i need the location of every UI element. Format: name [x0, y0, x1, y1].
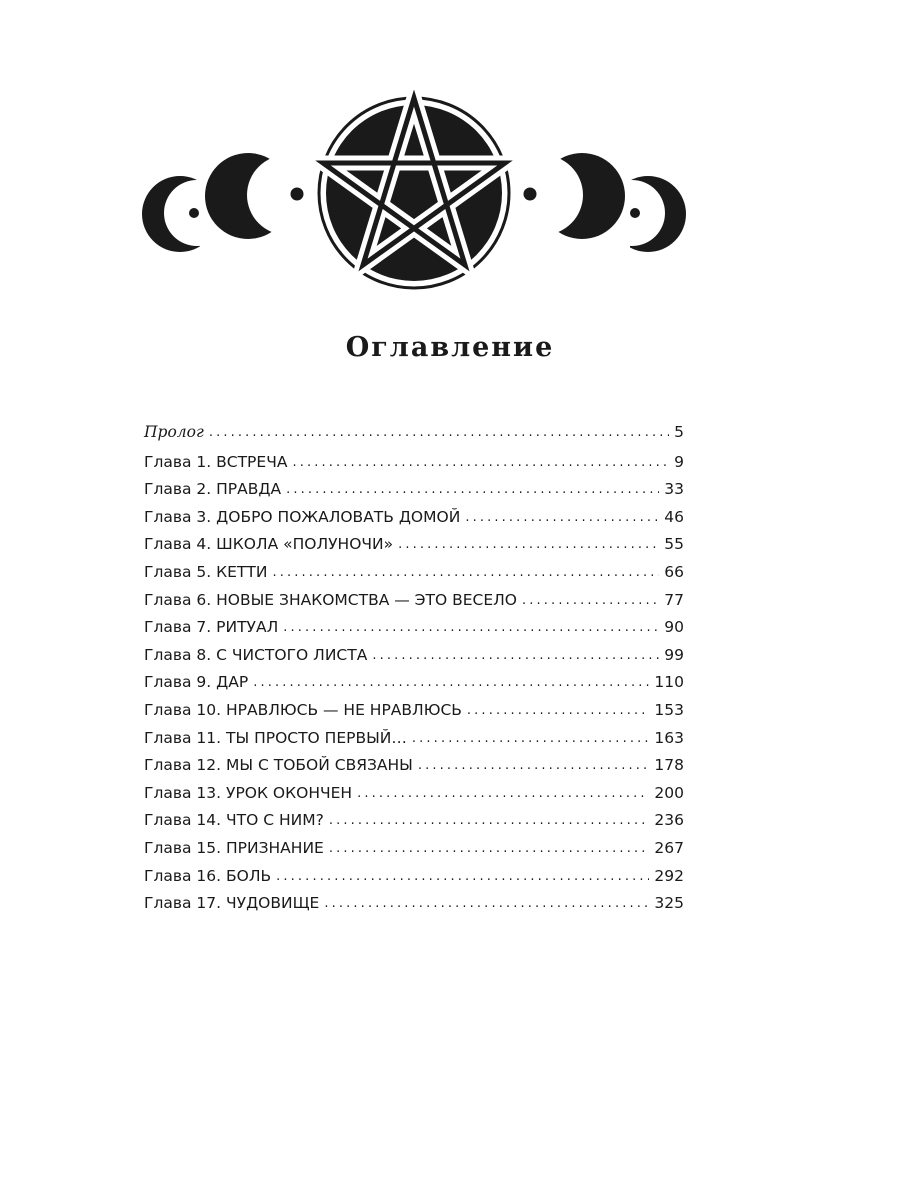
toc-entry-page: 292	[654, 866, 684, 885]
toc-entry-page: 66	[664, 562, 684, 581]
toc-entry-title: Глава 8. С ЧИСТОГО ЛИСТА	[144, 645, 368, 664]
dot-leader	[465, 503, 659, 532]
dot-leader	[324, 889, 649, 918]
toc-entry	[144, 642, 684, 670]
toc-entry	[144, 725, 684, 753]
dot-leader	[253, 668, 649, 697]
toc-entry-title: Глава 15. ПРИЗНАНИЕ	[144, 838, 324, 857]
toc-entry-title: Глава 12. МЫ С ТОБОЙ СВЯЗАНЫ	[144, 756, 413, 775]
toc-entry-page: 55	[664, 535, 684, 554]
toc-entry	[144, 835, 684, 863]
toc-entry-page: 163	[654, 728, 684, 747]
dot-leader	[412, 724, 650, 753]
dot-leader	[398, 530, 659, 559]
toc-entry-title: Глава 2. ПРАВДА	[144, 480, 282, 499]
toc-entry-title: Глава 1. ВСТРЕЧА	[144, 452, 288, 471]
toc-entry	[144, 559, 684, 587]
dot-leader	[418, 751, 650, 780]
toc-entry	[144, 504, 684, 532]
toc-entry-title: Глава 10. НРАВЛЮСЬ — НЕ НРАВЛЮСЬ	[144, 700, 462, 719]
toc-entry-title: Глава 6. НОВЫЕ ЗНАКОМСТВА — ЭТО ВЕСЕЛО	[144, 590, 517, 609]
toc-entry	[144, 863, 684, 891]
toc-entry-page: 5	[674, 423, 684, 441]
toc-entry-page: 99	[664, 645, 684, 664]
toc-entry-title: Глава 11. ТЫ ПРОСТО ПЕРВЫЙ…	[144, 728, 407, 747]
dot-leader	[209, 418, 669, 447]
toc-entry-page: 325	[654, 894, 684, 913]
toc-entry-title: Глава 13. УРОК ОКОНЧЕН	[144, 783, 353, 802]
toc-entry	[144, 780, 684, 808]
dot-leader	[522, 586, 659, 615]
toc-entry-page: 200	[654, 783, 684, 802]
toc-entry	[144, 531, 684, 559]
toc-entry	[144, 890, 684, 918]
dot-leader	[357, 779, 649, 808]
toc-entry-page: 33	[664, 480, 684, 499]
toc-entry	[144, 697, 684, 725]
toc-entry-title: Глава 14. ЧТО С НИМ?	[144, 811, 324, 830]
toc-entry-title: Глава 7. РИТУАЛ	[144, 618, 279, 637]
toc-entry-title: Глава 17. ЧУДОВИЩЕ	[144, 894, 320, 913]
dot-leader	[276, 862, 649, 891]
toc-entry	[144, 476, 684, 504]
dot-leader	[329, 834, 650, 863]
dot-leader	[372, 641, 659, 670]
toc-entry-title: Пролог	[144, 423, 204, 441]
toc-entry-title: Глава 5. КЕТТИ	[144, 562, 268, 581]
toc-entry-page: 153	[654, 700, 684, 719]
toc-entry-page: 9	[674, 452, 684, 471]
toc-entry	[144, 587, 684, 615]
toc-entry-page: 90	[664, 618, 684, 637]
toc-entry	[144, 449, 684, 477]
toc-entry	[144, 669, 684, 697]
toc-entry-page: 236	[654, 811, 684, 830]
toc-entry-page: 46	[664, 507, 684, 526]
toc-entry-page: 267	[654, 838, 684, 857]
dot-leader	[329, 806, 650, 835]
dot-leader	[283, 613, 659, 642]
toc-entry-page: 178	[654, 756, 684, 775]
toc-entry	[144, 807, 684, 835]
toc-entry-page: 110	[654, 673, 684, 692]
dot-leader	[286, 475, 659, 504]
toc-entry	[144, 614, 684, 642]
toc-entry	[144, 752, 684, 780]
moon-phases-pentagram-icon	[140, 90, 690, 295]
toc-entry-title: Глава 16. БОЛЬ	[144, 866, 272, 885]
dot-leader	[272, 558, 659, 587]
page-title: Оглавление	[345, 332, 555, 363]
toc-entry-title: Глава 9. ДАР	[144, 673, 249, 692]
table-of-contents	[144, 419, 684, 918]
dot-leader	[292, 448, 669, 477]
toc-entry-title: Глава 4. ШКОЛА «ПОЛУНОЧИ»	[144, 535, 394, 554]
toc-entry-title: Глава 3. ДОБРО ПОЖАЛОВАТЬ ДОМОЙ	[144, 507, 461, 526]
toc-entry-prologue	[144, 419, 684, 447]
toc-entry-page: 77	[664, 590, 684, 609]
dot-leader	[467, 696, 650, 725]
